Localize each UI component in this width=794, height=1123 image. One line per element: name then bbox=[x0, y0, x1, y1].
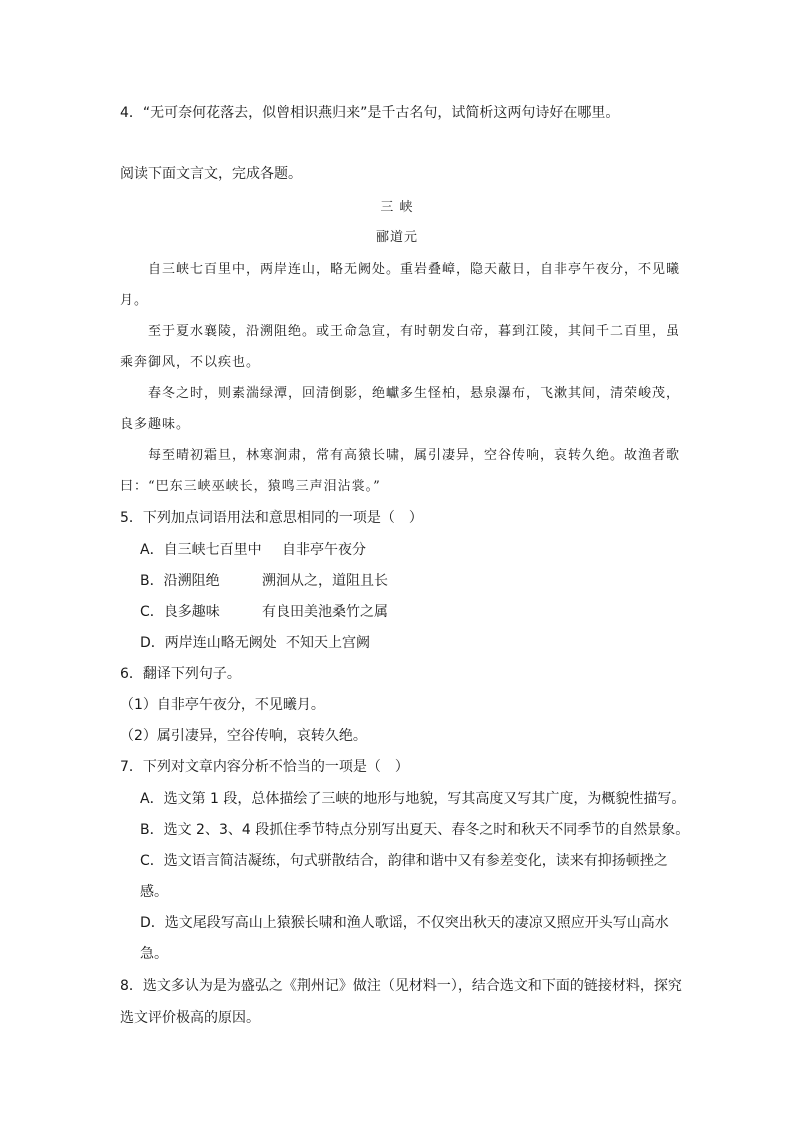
question-5-option-b bbox=[140, 571, 388, 591]
question-4: 4．“无可奈何花落去，似曾相识燕归来”是千古名句，试简析这两句诗好在哪里。 bbox=[120, 105, 620, 121]
reading-instruction: 阅读下面文言文，完成各题。 bbox=[120, 166, 302, 182]
paragraph-1-line-2: 月。 bbox=[120, 293, 149, 308]
question-7-option-a: A．选文第 1 段，总体描绘了三峡的地形与地貌，写其高度又写其广度，为概貌性描写。 bbox=[140, 791, 686, 807]
question-8-line-2: 选文评价极高的原因。 bbox=[120, 1010, 260, 1026]
question-5-option-a bbox=[140, 540, 366, 560]
paragraph-3-line-1: 春冬之时，则素湍绿潭，回清倒影，绝巘多生怪柏，悬泉瀑布，飞漱其间，清荣峻茂， bbox=[148, 386, 681, 401]
passage-title: 三 峡 bbox=[380, 200, 414, 215]
option-d-left: D．两岸连山略无阙处 bbox=[140, 635, 277, 651]
option-b-right: 溯洄从之，道阻且长 bbox=[262, 573, 388, 589]
question-7-option-c-line-1: C．选文语言简洁凝练，句式骈散结合，韵律和谐中又有参差变化，读来有抑扬顿挫之 bbox=[140, 853, 668, 869]
question-7-stem: 7．下列对文章内容分析不恰当的一项是（ ） bbox=[120, 759, 409, 775]
question-7-option-b: B．选文 2、3、4 段抓住季节特点分别写出夏天、春冬之时和秋天不同季节的自然景象。 bbox=[140, 822, 690, 838]
paragraph-2-line-2: 乘奔御风，不以疾也。 bbox=[120, 355, 261, 370]
option-b-left: B．沿溯阻绝 bbox=[140, 573, 220, 589]
option-a-left: A．自三峡七百里中 bbox=[140, 542, 262, 558]
question-6-item-1: （1）自非亭午夜分，不见曦月。 bbox=[120, 697, 325, 713]
question-7-option-c-line-2: 感。 bbox=[140, 884, 168, 900]
question-7-option-d-line-2: 急。 bbox=[140, 946, 168, 962]
question-5-option-d bbox=[140, 633, 370, 653]
question-6-stem: 6．翻译下列句子。 bbox=[120, 666, 241, 682]
question-5-option-c bbox=[140, 602, 388, 622]
paragraph-4-line-2: 曰：“巴东三峡巫峡长，猿鸣三声泪沾裳。” bbox=[120, 479, 381, 494]
paragraph-2-line-1: 至于夏水襄陵，沿溯阻绝。或王命急宣，有时朝发白帝，暮到江陵，其间千二百里，虽 bbox=[148, 324, 681, 339]
option-a-right: 自非亭午夜分 bbox=[282, 542, 366, 558]
option-c-left: C．良多趣味 bbox=[140, 604, 220, 620]
paragraph-3-line-2: 良多趣味。 bbox=[120, 417, 191, 432]
question-6-item-2: （2）属引凄异，空谷传响，哀转久绝。 bbox=[120, 728, 367, 744]
question-5-stem: 5．下列加点词语用法和意思相同的一项是（ ） bbox=[120, 510, 423, 526]
question-7-option-d-line-1: D．选文尾段写高山上猿猴长啸和渔人歌谣，不仅突出秋天的凄凉又照应开头写山高水 bbox=[140, 915, 669, 931]
option-c-right: 有良田美池桑竹之属 bbox=[262, 604, 388, 620]
option-d-right: 不知天上宫阙 bbox=[286, 635, 370, 651]
paragraph-1-line-1: 自三峡七百里中，两岸连山，略无阙处。重岩叠嶂，隐天蔽日，自非亭午夜分，不见曦 bbox=[148, 262, 681, 277]
paragraph-4-line-1: 每至晴初霜旦，林寒涧肃，常有高猿长啸，属引凄异，空谷传响，哀转久绝。故渔者歌 bbox=[148, 448, 681, 463]
passage-author: 郦道元 bbox=[375, 230, 418, 245]
question-8-line-1: 8．选文多认为是为盛弘之《荆州记》做注（见材料一），结合选文和下面的链接材料，探究 bbox=[120, 978, 682, 994]
